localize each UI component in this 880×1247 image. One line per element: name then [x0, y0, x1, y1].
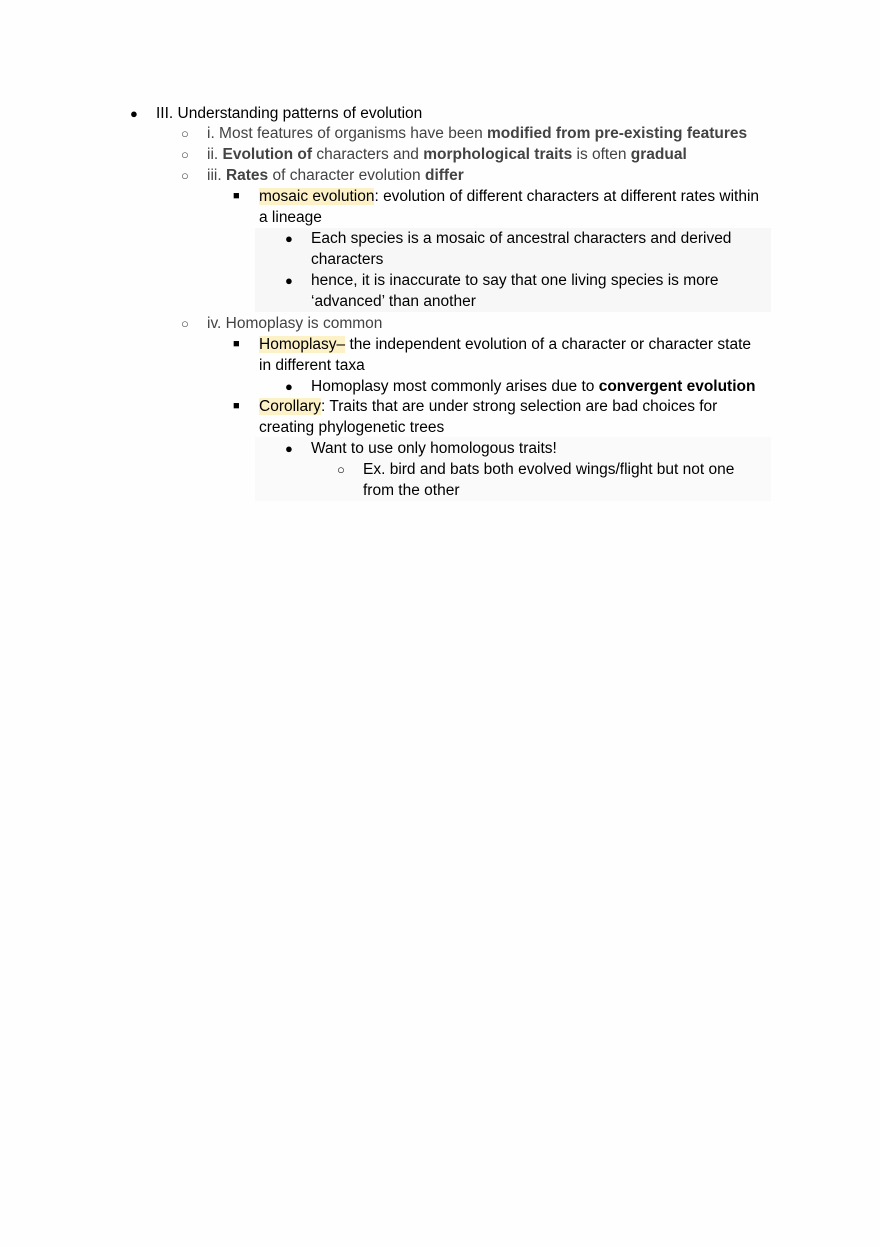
- bullet-disc: ●: [285, 273, 293, 288]
- item-iii-bold-2: differ: [424, 167, 464, 184]
- mosaic-sub2-line-2: ‘advanced’ than another: [311, 293, 476, 310]
- item-ii-bold-2: morphological traits: [423, 146, 573, 163]
- item-i-bold: modified from pre-existing features: [487, 125, 748, 142]
- homoplasy-line-2: in different taxa: [259, 357, 365, 374]
- item-ii-text-1: characters and: [312, 146, 424, 163]
- homoplasy-sub-text: Homoplasy most commonly arises due to: [311, 378, 599, 395]
- item-iii-bold-1: Rates: [225, 167, 269, 184]
- item-ii-bold-1: Evolution of: [222, 146, 313, 163]
- homoplasy-sub-bold: convergent evolution: [598, 378, 756, 395]
- homoplasy-definition: the independent evolution of a character or character state: [345, 336, 751, 353]
- bullet-circle: ○: [181, 168, 189, 183]
- mosaic-sub1-line-1: Each species is a mosaic of ancestral characters and derived: [311, 230, 732, 247]
- item-ii-bold-3: gradual: [630, 146, 687, 163]
- corollary-subsub-line-2: from the other: [363, 482, 460, 499]
- term-mosaic-evolution: mosaic evolution: [259, 188, 375, 205]
- bullet-square: ■: [233, 190, 240, 202]
- bullet-square: ■: [233, 338, 240, 350]
- homoplasy-sub: [311, 376, 755, 397]
- item-i: [207, 123, 747, 144]
- item-i-text: i. Most features of organisms have been: [207, 125, 488, 142]
- corollary-sub: Want to use only homologous traits!: [311, 440, 557, 457]
- item-iii-text: of character evolution: [268, 167, 425, 184]
- mosaic-sub1-line-2: characters: [311, 251, 384, 268]
- mosaic-evolution-line-2: a lineage: [259, 209, 322, 226]
- mosaic-sub2-line-1: hence, it is inaccurate to say that one living species is more: [311, 272, 719, 289]
- bullet-disc: ●: [285, 231, 293, 246]
- corollary-subsub-line-1: Ex. bird and bats both evolved wings/flight but not one: [363, 461, 735, 478]
- item-ii-prefix: ii.: [207, 146, 223, 163]
- bullet-disc: ●: [130, 106, 138, 121]
- mosaic-evolution-definition: : evolution of different characters at different rates within: [374, 188, 760, 205]
- term-corollary: Corollary: [259, 398, 322, 415]
- homoplasy-line-1: [259, 334, 751, 355]
- item-iii-prefix: iii.: [207, 167, 226, 184]
- bullet-disc: ●: [285, 441, 293, 456]
- heading-understanding-patterns: III. Understanding patterns of evolution: [156, 105, 423, 122]
- corollary-definition: : Traits that are under strong selection are bad choices for: [321, 398, 718, 415]
- item-ii-text-2: is often: [572, 146, 631, 163]
- item-iv: iv. Homoplasy is common: [207, 315, 383, 332]
- item-iii: [207, 165, 464, 186]
- bullet-square: ■: [233, 400, 240, 412]
- term-homoplasy: Homoplasy–: [259, 336, 346, 353]
- mosaic-evolution-line-1: [259, 186, 759, 207]
- corollary-line-2: creating phylogenetic trees: [259, 419, 445, 436]
- corollary-line-1: [259, 396, 717, 417]
- bullet-circle: ○: [181, 147, 189, 162]
- bullet-circle: ○: [181, 316, 189, 331]
- bullet-circle: ○: [337, 462, 345, 477]
- bullet-circle: ○: [181, 126, 189, 141]
- item-ii: [207, 144, 687, 165]
- bullet-disc: ●: [285, 379, 293, 394]
